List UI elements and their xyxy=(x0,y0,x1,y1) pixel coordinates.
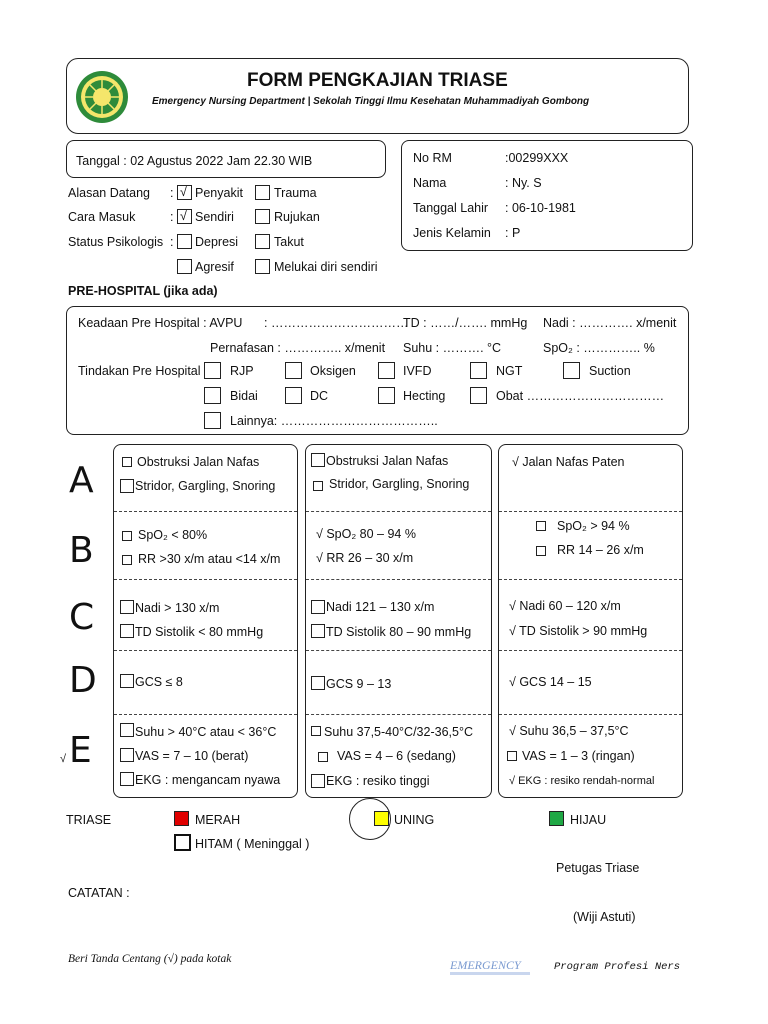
penyakit-check-mark: √ xyxy=(180,185,187,199)
c3-vas-checkbox[interactable] xyxy=(507,751,517,761)
dc-checkbox[interactable] xyxy=(285,387,302,404)
agresif-checkbox[interactable] xyxy=(177,259,192,274)
alasan-label: Alasan Datang xyxy=(68,186,151,200)
c1-stridor-checkbox[interactable] xyxy=(120,479,134,493)
petugas-label: Petugas Triase xyxy=(556,861,640,875)
c3-td-label: √ TD Sistolik > 90 mmHg xyxy=(509,624,648,638)
c2-suhu-checkbox[interactable] xyxy=(311,726,321,736)
c1-td-label: TD Sistolik < 80 mmHg xyxy=(135,625,264,639)
merah-swatch[interactable] xyxy=(174,811,189,826)
sendiri-label: Sendiri xyxy=(195,210,234,224)
ngt-checkbox[interactable] xyxy=(470,362,487,379)
program-label: Program Profesi Ners xyxy=(554,961,681,973)
rm-label: No RM xyxy=(413,151,452,165)
c1-suhu-label: Suhu > 40°C atau < 36°C xyxy=(135,725,277,739)
triase-label: TRIASE xyxy=(66,813,112,827)
sendiri-check-mark: √ xyxy=(180,209,187,223)
keadaan-label: Keadaan Pre Hospital : AVPU xyxy=(78,316,243,330)
c2-vas-label: VAS = 4 – 6 (sedang) xyxy=(337,749,456,763)
c2-obstruksi-label: Obstruksi Jalan Nafas xyxy=(326,454,449,468)
psiko-label: Status Psikologis xyxy=(68,235,164,249)
obat-field[interactable]: Obat …………………………… xyxy=(496,389,665,403)
suction-checkbox[interactable] xyxy=(563,362,580,379)
visit-date: Tanggal : 02 Agustus 2022 Jam 22.30 WIB xyxy=(76,154,313,168)
trauma-checkbox[interactable] xyxy=(255,185,270,200)
penyakit-label: Penyakit xyxy=(195,186,243,200)
c2-ekg-checkbox[interactable] xyxy=(311,774,325,788)
c2-rr-label: √ RR 26 – 30 x/m xyxy=(316,551,414,565)
rjp-label: RJP xyxy=(230,364,254,378)
c3-ekg-label: √ EKG : resiko rendah-normal xyxy=(509,775,655,787)
c3-nadi-label: √ Nadi 60 – 120 x/m xyxy=(509,599,621,613)
c2-stridor-label: Stridor, Gargling, Snoring xyxy=(329,477,470,491)
c2-spo2-label: √ SpO₂ 80 – 94 % xyxy=(316,527,416,541)
c1-ekg-checkbox[interactable] xyxy=(120,772,134,786)
psiko-colon: : xyxy=(170,235,174,249)
c1-gcs-label: GCS ≤ 8 xyxy=(135,675,183,689)
pernafasan-field[interactable]: Pernafasan : ………….. x/menit xyxy=(210,341,386,355)
c3-suhu-label: √ Suhu 36,5 – 37,5°C xyxy=(509,724,629,738)
lainnya-checkbox[interactable] xyxy=(204,412,221,429)
c2-nadi-checkbox[interactable] xyxy=(311,600,325,614)
c3-rr-label: RR 14 – 26 x/m xyxy=(557,543,644,557)
kuning-swatch[interactable] xyxy=(374,811,389,826)
c1-stridor-label: Stridor, Gargling, Snoring xyxy=(135,479,276,493)
triage-column-red xyxy=(113,444,298,798)
lainnya-field[interactable]: Lainnya: ……………………………….. xyxy=(230,414,438,428)
dc-label: DC xyxy=(310,389,329,403)
c1-nadi-label: Nadi > 130 x/m xyxy=(135,601,220,615)
c2-stridor-checkbox[interactable] xyxy=(313,481,323,491)
c1-obstruksi-checkbox[interactable] xyxy=(122,457,132,467)
hecting-label: Hecting xyxy=(403,389,446,403)
agresif-label: Agresif xyxy=(195,260,234,274)
c2-td-checkbox[interactable] xyxy=(311,624,325,638)
c1-vas-label: VAS = 7 – 10 (berat) xyxy=(135,749,249,763)
hijau-label: HIJAU xyxy=(570,813,607,827)
c1-rr-checkbox[interactable] xyxy=(122,555,132,565)
watermark-underline xyxy=(450,972,530,975)
c2-ekg-label: EKG : resiko tinggi xyxy=(326,774,430,788)
instruction-text: Beri Tanda Centang (√) pada kotak xyxy=(68,953,232,965)
letter-a: A xyxy=(69,460,94,501)
letter-b: B xyxy=(69,530,94,571)
letter-e: E xyxy=(69,730,92,771)
c2-gcs-label: GCS 9 – 13 xyxy=(326,677,392,691)
c2-gcs-checkbox[interactable] xyxy=(311,676,325,690)
letter-c: C xyxy=(69,597,95,638)
c2-nadi-label: Nadi 121 – 130 x/m xyxy=(326,600,435,614)
c2-suhu-label: Suhu 37,5-40°C/32-36,5°C xyxy=(324,725,473,739)
nama-value: : Ny. S xyxy=(505,176,542,190)
depresi-checkbox[interactable] xyxy=(177,234,192,249)
c1-nadi-checkbox[interactable] xyxy=(120,600,134,614)
c3-spo2-checkbox[interactable] xyxy=(536,521,546,531)
bidai-label: Bidai xyxy=(230,389,258,403)
institution-logo xyxy=(74,69,130,125)
cara-label: Cara Masuk xyxy=(68,210,136,224)
melukai-label: Melukai diri sendiri xyxy=(274,260,378,274)
nama-label: Nama xyxy=(413,176,447,190)
obat-checkbox[interactable] xyxy=(470,387,487,404)
hecting-checkbox[interactable] xyxy=(378,387,395,404)
rujukan-label: Rujukan xyxy=(274,210,320,224)
hitam-label: HITAM ( Meninggal ) xyxy=(195,837,310,851)
rujukan-checkbox[interactable] xyxy=(255,209,270,224)
ivfd-label: IVFD xyxy=(403,364,432,378)
c1-suhu-checkbox[interactable] xyxy=(120,723,134,737)
c3-rr-checkbox[interactable] xyxy=(536,546,546,556)
c2-vas-checkbox[interactable] xyxy=(318,752,328,762)
letter-d: D xyxy=(69,660,97,701)
catatan-label: CATATAN : xyxy=(68,886,130,900)
jk-value: : P xyxy=(505,226,521,240)
c1-spo2-checkbox[interactable] xyxy=(122,531,132,541)
c1-spo2-label: SpO₂ < 80% xyxy=(138,528,208,542)
c1-rr-label: RR >30 x/m atau <14 x/m xyxy=(138,552,281,566)
lahir-label: Tanggal Lahir xyxy=(413,201,489,215)
suction-label: Suction xyxy=(589,364,631,378)
bidai-checkbox[interactable] xyxy=(204,387,221,404)
letter-e-mark: √ xyxy=(60,753,67,765)
merah-label: MERAH xyxy=(195,813,241,827)
c1-vas-checkbox[interactable] xyxy=(120,748,134,762)
lahir-value: : 06-10-1981 xyxy=(505,201,576,215)
alasan-colon: : xyxy=(170,186,174,200)
c3-spo2-label: SpO₂ > 94 % xyxy=(557,519,630,533)
hitam-swatch[interactable] xyxy=(174,834,191,851)
form-subtitle: Emergency Nursing Department | Sekolah Tinggi Ilmu Kesehatan Muhammadiyah Gombong xyxy=(152,96,590,107)
emergency-watermark: EMERGENCY xyxy=(450,958,521,972)
takut-label: Takut xyxy=(274,235,304,249)
cara-colon: : xyxy=(170,210,174,224)
hijau-swatch[interactable] xyxy=(549,811,564,826)
oksigen-label: Oksigen xyxy=(310,364,356,378)
oksigen-checkbox[interactable] xyxy=(285,362,302,379)
c1-obstruksi-label: Obstruksi Jalan Nafas xyxy=(137,455,260,469)
kuning-label: UNING xyxy=(394,813,435,827)
c2-td-label: TD Sistolik 80 – 90 mmHg xyxy=(326,625,472,639)
depresi-label: Depresi xyxy=(195,235,239,249)
jk-label: Jenis Kelamin xyxy=(413,226,491,240)
c1-gcs-checkbox[interactable] xyxy=(120,674,134,688)
triage-column-green xyxy=(498,444,683,798)
c1-td-checkbox[interactable] xyxy=(120,624,134,638)
avpu-field[interactable]: : …………………………… xyxy=(264,316,409,330)
rjp-checkbox[interactable] xyxy=(204,362,221,379)
prehospital-heading: PRE-HOSPITAL (jika ada) xyxy=(68,284,218,298)
ivfd-checkbox[interactable] xyxy=(378,362,395,379)
melukai-checkbox[interactable] xyxy=(255,259,270,274)
nadi-field[interactable]: Nadi : …………. x/menit xyxy=(543,316,677,330)
ngt-label: NGT xyxy=(496,364,523,378)
c3-gcs-label: √ GCS 14 – 15 xyxy=(509,675,592,689)
trauma-label: Trauma xyxy=(274,186,317,200)
triage-column-yellow xyxy=(305,444,492,798)
c3-vas-label: VAS = 1 – 3 (ringan) xyxy=(522,749,635,763)
td-field[interactable]: TD : ……/……. mmHg xyxy=(403,316,528,330)
c1-ekg-label: EKG : mengancam nyawa xyxy=(135,773,281,787)
c2-obstruksi-checkbox[interactable] xyxy=(311,453,325,467)
suhu-field[interactable]: Suhu : ………. °C xyxy=(403,341,502,355)
c3-paten-label: √ Jalan Nafas Paten xyxy=(512,455,625,469)
rm-value: :00299XXX xyxy=(505,151,569,165)
form-title: FORM PENGKAJIAN TRIASE xyxy=(247,70,508,91)
petugas-name: (Wiji Astuti) xyxy=(573,910,636,924)
spo2-field[interactable]: SpO₂ : ………….. % xyxy=(543,341,655,355)
takut-checkbox[interactable] xyxy=(255,234,270,249)
tindakan-label: Tindakan Pre Hospital xyxy=(78,364,201,378)
